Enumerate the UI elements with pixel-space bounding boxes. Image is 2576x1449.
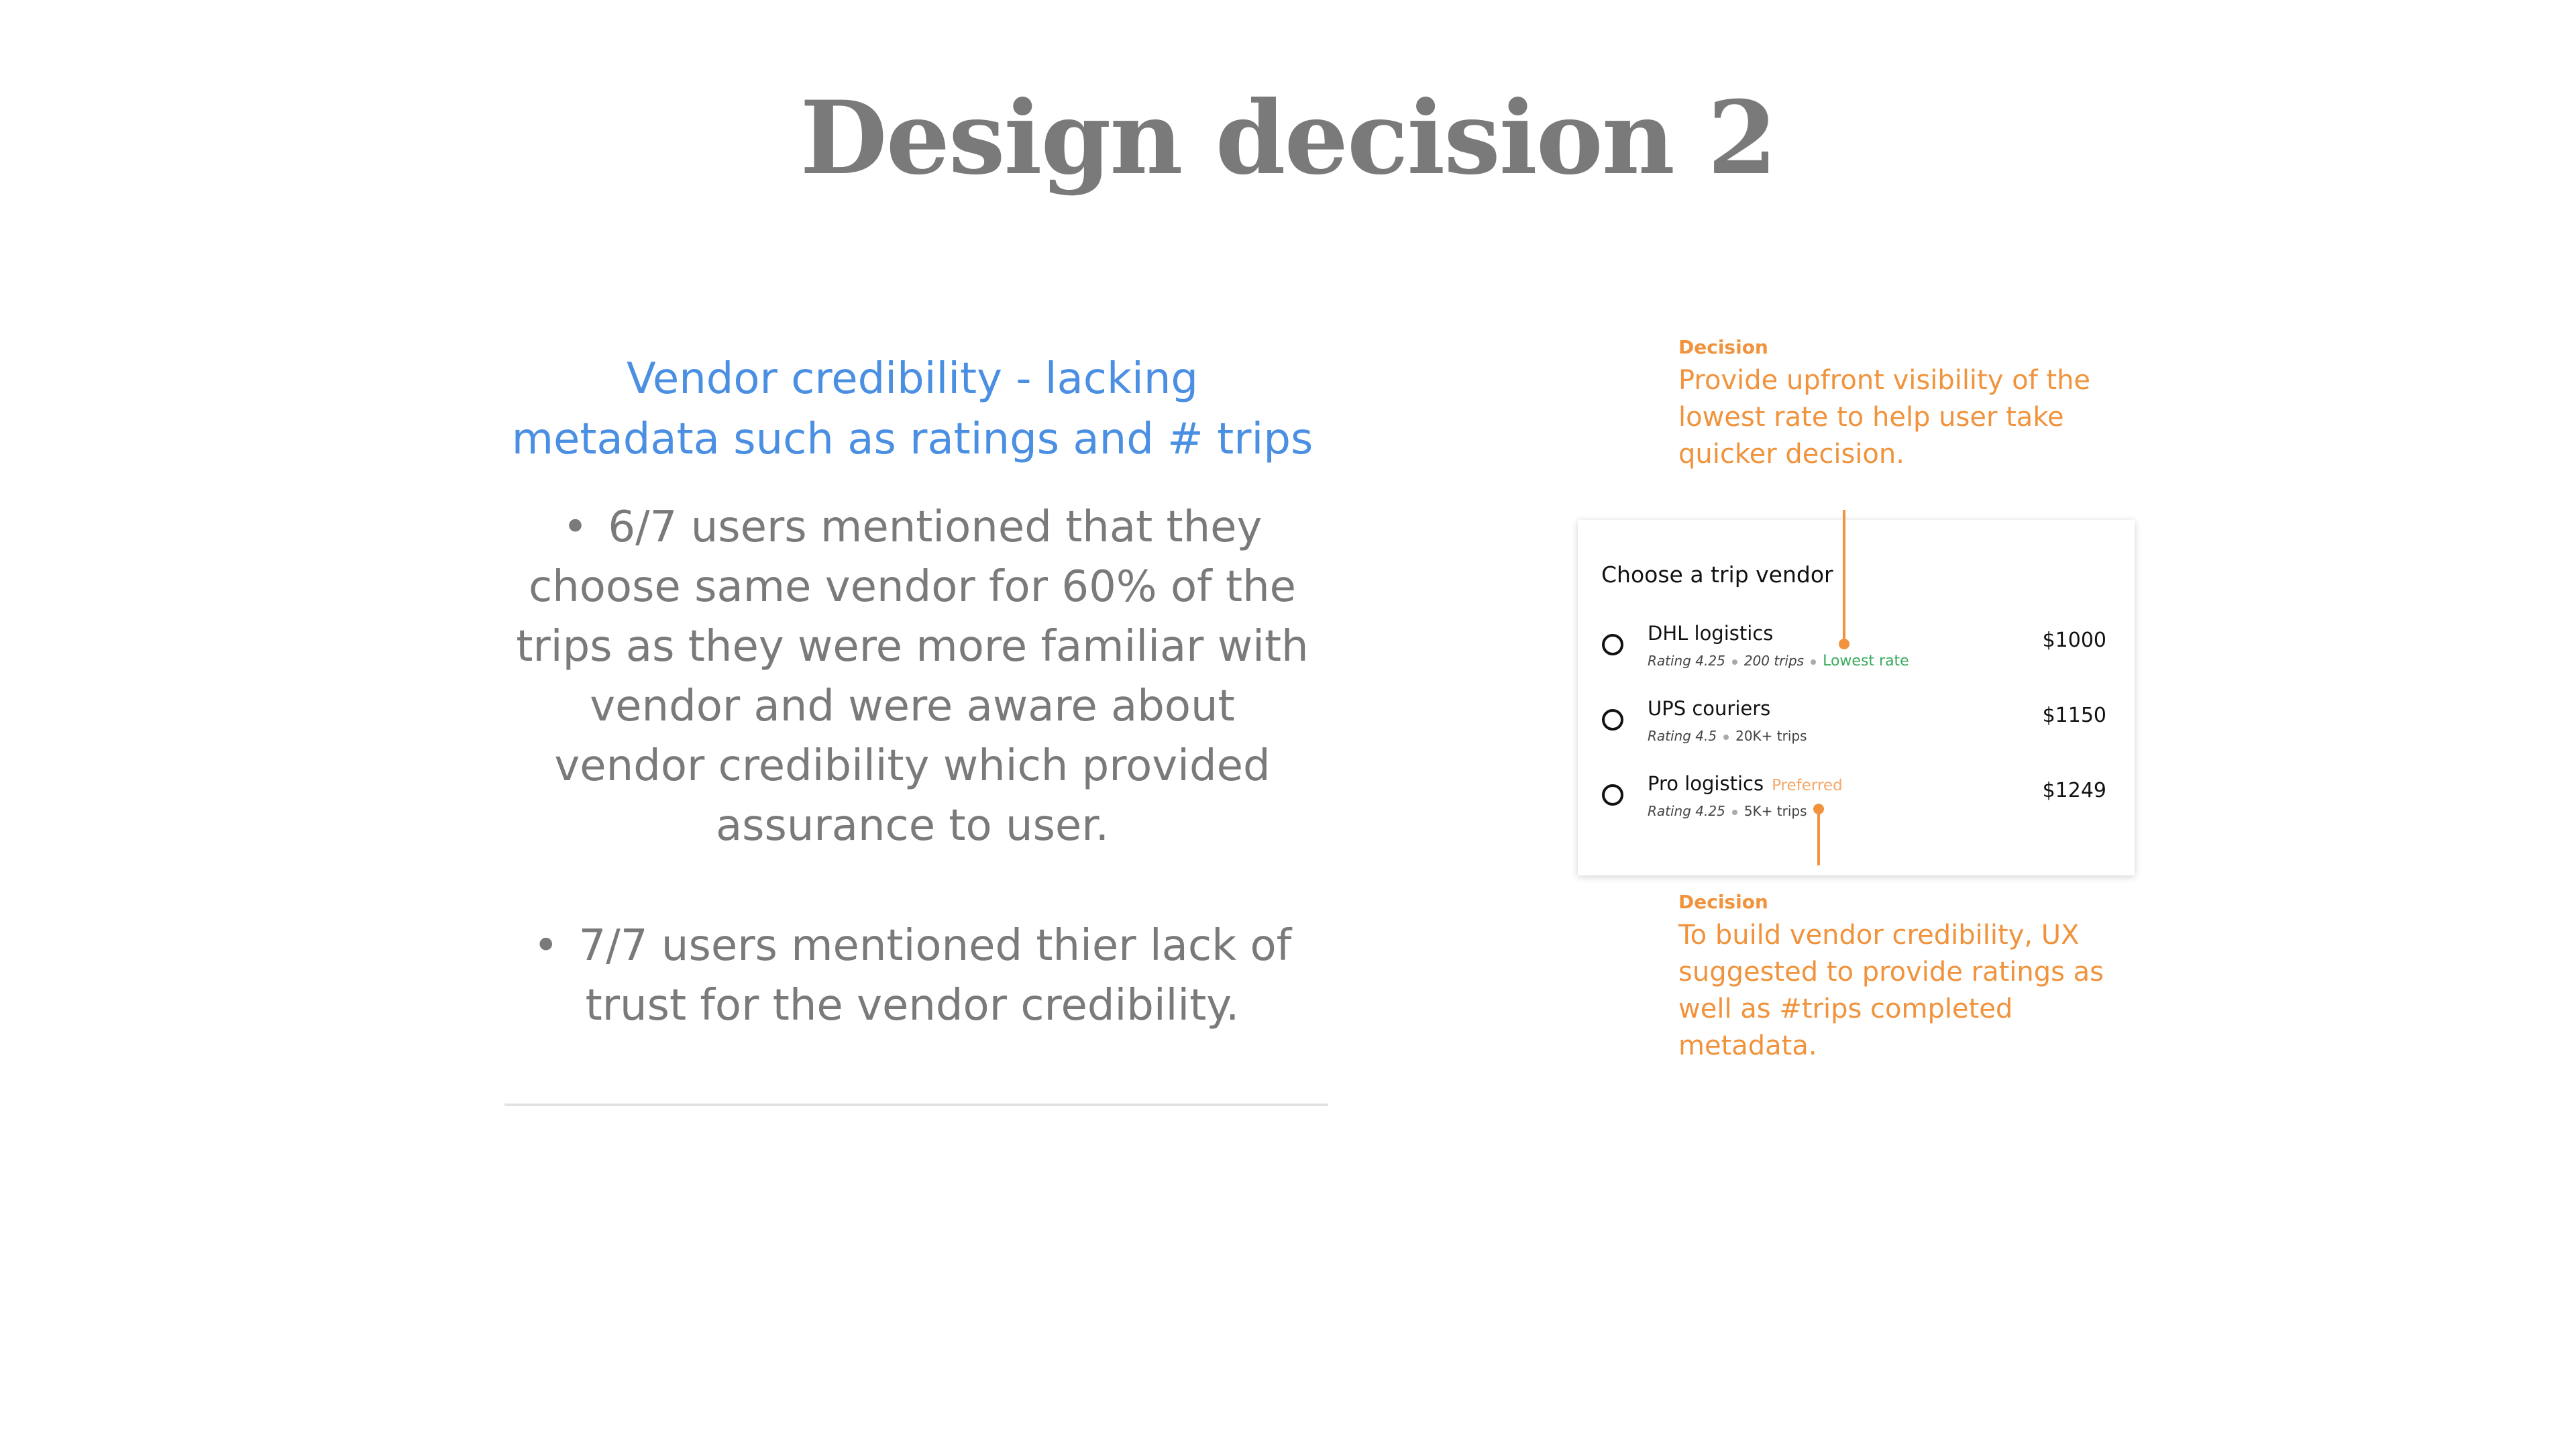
annotation-connector-bottom: [1817, 809, 1820, 865]
annotation-line: quicker decision.: [1678, 439, 1904, 470]
annotation-line: Provide upfront visibility of the: [1678, 365, 2091, 396]
annotation-connector-top: [1843, 510, 1845, 644]
vendor-name: [1648, 772, 1843, 795]
finding-item: [496, 498, 1328, 856]
bullet-icon: •: [533, 921, 559, 971]
annotation-line: metadata.: [1678, 1030, 1817, 1061]
vendor-option-pro[interactable]: [1578, 772, 2135, 833]
bullet-icon: •: [562, 502, 588, 552]
decision-annotation-credibility: [1678, 890, 2148, 1065]
finding-text-line: choose same vendor for 60% of the: [529, 562, 1296, 612]
annotation-line: well as #trips completed: [1678, 994, 2013, 1024]
vendor-option-dhl[interactable]: [1578, 622, 2135, 682]
findings-subtitle: [496, 349, 1328, 470]
radio-button[interactable]: [1602, 784, 1623, 806]
lowest-rate-badge: Lowest rate: [1823, 653, 1909, 669]
radio-button[interactable]: [1602, 634, 1623, 655]
vendor-rating: Rating 4.5: [1648, 728, 1717, 744]
vendor-trips: 200 trips: [1743, 653, 1805, 669]
vendor-name: UPS couriers: [1648, 697, 1771, 720]
vendor-rating: Rating 4.25: [1648, 803, 1725, 819]
vendor-price: $1150: [2042, 704, 2106, 727]
finding-text-line: vendor and were aware about: [590, 682, 1235, 731]
preferred-badge: Preferred: [1772, 777, 1843, 794]
finding-text-line: 7/7 users mentioned thier lack of: [578, 921, 1292, 971]
vendor-price: $1000: [2042, 629, 2106, 652]
annotation-line: suggested to provide ratings as: [1678, 957, 2104, 987]
vendor-price: $1249: [2042, 779, 2106, 802]
finding-text-line: 6/7 users mentioned that they: [608, 502, 1263, 552]
finding-text-line: trust for the vendor credibility.: [585, 981, 1240, 1030]
annotation-text: [1678, 362, 2148, 473]
separator-dot-icon: [1732, 659, 1737, 665]
vendor-option-ups[interactable]: [1578, 697, 2135, 757]
annotation-line: To build vendor credibility, UX: [1678, 920, 2080, 951]
findings-list: [496, 498, 1328, 1036]
annotation-line: lowest rate to help user take: [1678, 402, 2064, 433]
subtitle-line: metadata such as ratings and # trips: [511, 415, 1313, 464]
trip-vendor-card: [1578, 520, 2135, 875]
finding-item: [496, 916, 1328, 1036]
research-findings: [496, 349, 1328, 1036]
vendor-name-text: Pro logistics: [1648, 772, 1764, 795]
card-title: Choose a trip vendor: [1601, 561, 1833, 588]
subtitle-line: Vendor credibility - lacking: [627, 354, 1198, 404]
vendor-meta: [1648, 728, 1807, 744]
annotation-label: Decision: [1678, 891, 1768, 913]
vendor-name: DHL logistics: [1648, 622, 1774, 645]
separator-dot-icon: [1732, 810, 1737, 815]
finding-text-line: vendor credibility which provided: [554, 741, 1271, 791]
section-divider: [504, 1104, 1328, 1106]
page-title: Design decision 2: [800, 79, 1776, 197]
vendor-meta: [1648, 803, 1807, 819]
connector-dot-icon: [1839, 639, 1849, 649]
vendor-trips: 20K+ trips: [1735, 728, 1807, 744]
annotation-text: [1678, 917, 2148, 1065]
vendor-trips: 5K+ trips: [1743, 803, 1807, 819]
separator-dot-icon: [1723, 735, 1729, 740]
finding-text-line: assurance to user.: [715, 801, 1110, 851]
vendor-rating: Rating 4.25: [1648, 653, 1725, 669]
annotation-label: Decision: [1678, 336, 1768, 358]
vendor-meta: [1648, 653, 1909, 669]
decision-annotation-lowest-rate: [1678, 335, 2148, 473]
separator-dot-icon: [1811, 659, 1816, 665]
radio-button[interactable]: [1602, 709, 1623, 731]
finding-text-line: trips as they were more familiar with: [516, 622, 1309, 672]
